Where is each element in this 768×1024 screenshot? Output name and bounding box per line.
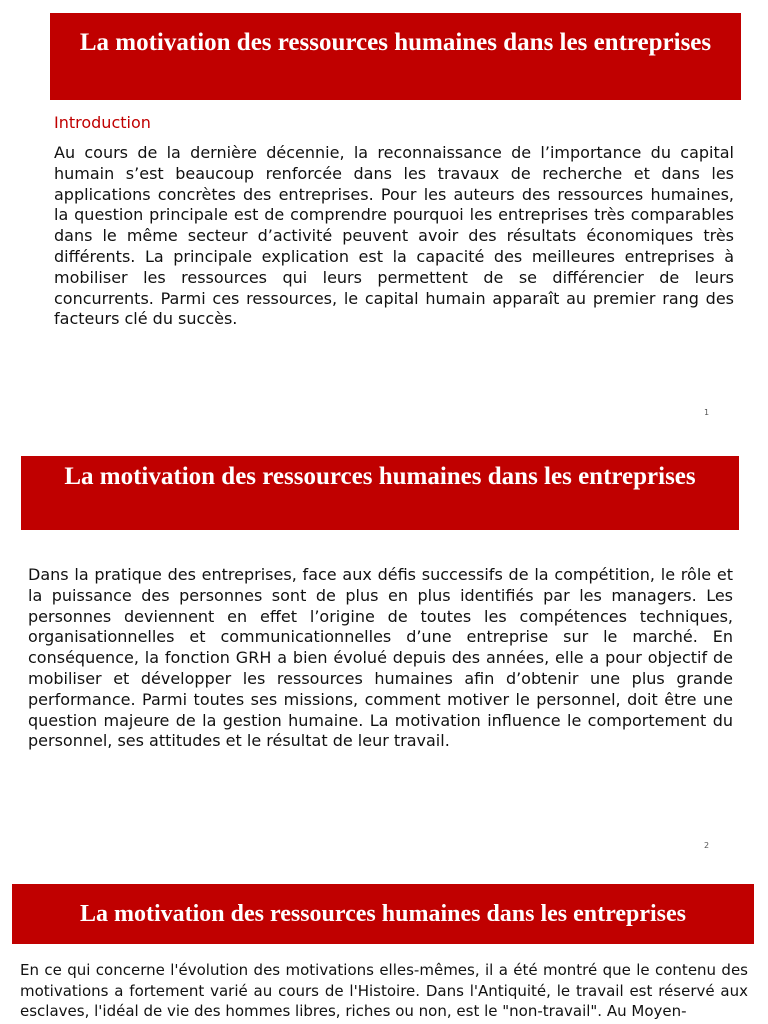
slide-2-body: Dans la pratique des entreprises, face aux défis successifs de la compétition, le rôle et la puissance des personnes sont de plus en plus identifiés par les managers. Les personnes deviennent en effet l’origine de toutes les compétences techniques, organisationnelles et communicationnelles d’une entreprise sur le marché. En conséquence, la fonction GRH a bien évolué depuis des années, elle a pour objectif de mobiliser et développer les ressources humaines afin d’obtenir une plus grande performance. Parmi toutes ses missions, comment motiver le personnel, doit être une question majeure de la gestion humaine. La motivation influence le comportement du personnel, ses attitudes et le résultat de leur travail.	[28, 565, 733, 751]
slide-1-body: Au cours de la dernière décennie, la reconnaissance de l’importance du capital humain s’est beaucoup renforcée dans les travaux de recherche et dans les applications concrètes des entreprises. Pour les auteurs des ressources humaines, la question principale est de comprendre pourquoi les entreprises très comparables dans le même secteur d’activité peuvent avoir des résultats économiques très différents. La principale explication est la capacité des meilleures entreprises à mobiliser les ressources qui leurs permettent de se différencier de leurs concurrents. Parmi ces ressources, le capital humain apparaît au premier rang des facteurs clé du succès.	[54, 143, 734, 329]
slide-1-title: La motivation des ressources humaines dans les entreprises	[50, 13, 741, 100]
slide-1-heading: Introduction	[54, 113, 151, 132]
slide-2-page-number: 2	[704, 841, 710, 850]
slide-3-body: En ce qui concerne l'évolution des motivations elles-mêmes, il a été montré que le contenu des motivations a fortement varié au cours de l'Histoire. Dans l'Antiquité, le travail est réservé aux esclaves, l'idéal de vie des hommes libres, riches ou non, est le "non-travail". Au Moyen-	[20, 961, 748, 1020]
slide-1-page-number: 1	[704, 408, 710, 417]
slide-3-title: La motivation des ressources humaines dans les entreprises	[12, 884, 754, 944]
slide-2-title: La motivation des ressources humaines dans les entreprises	[21, 456, 739, 530]
